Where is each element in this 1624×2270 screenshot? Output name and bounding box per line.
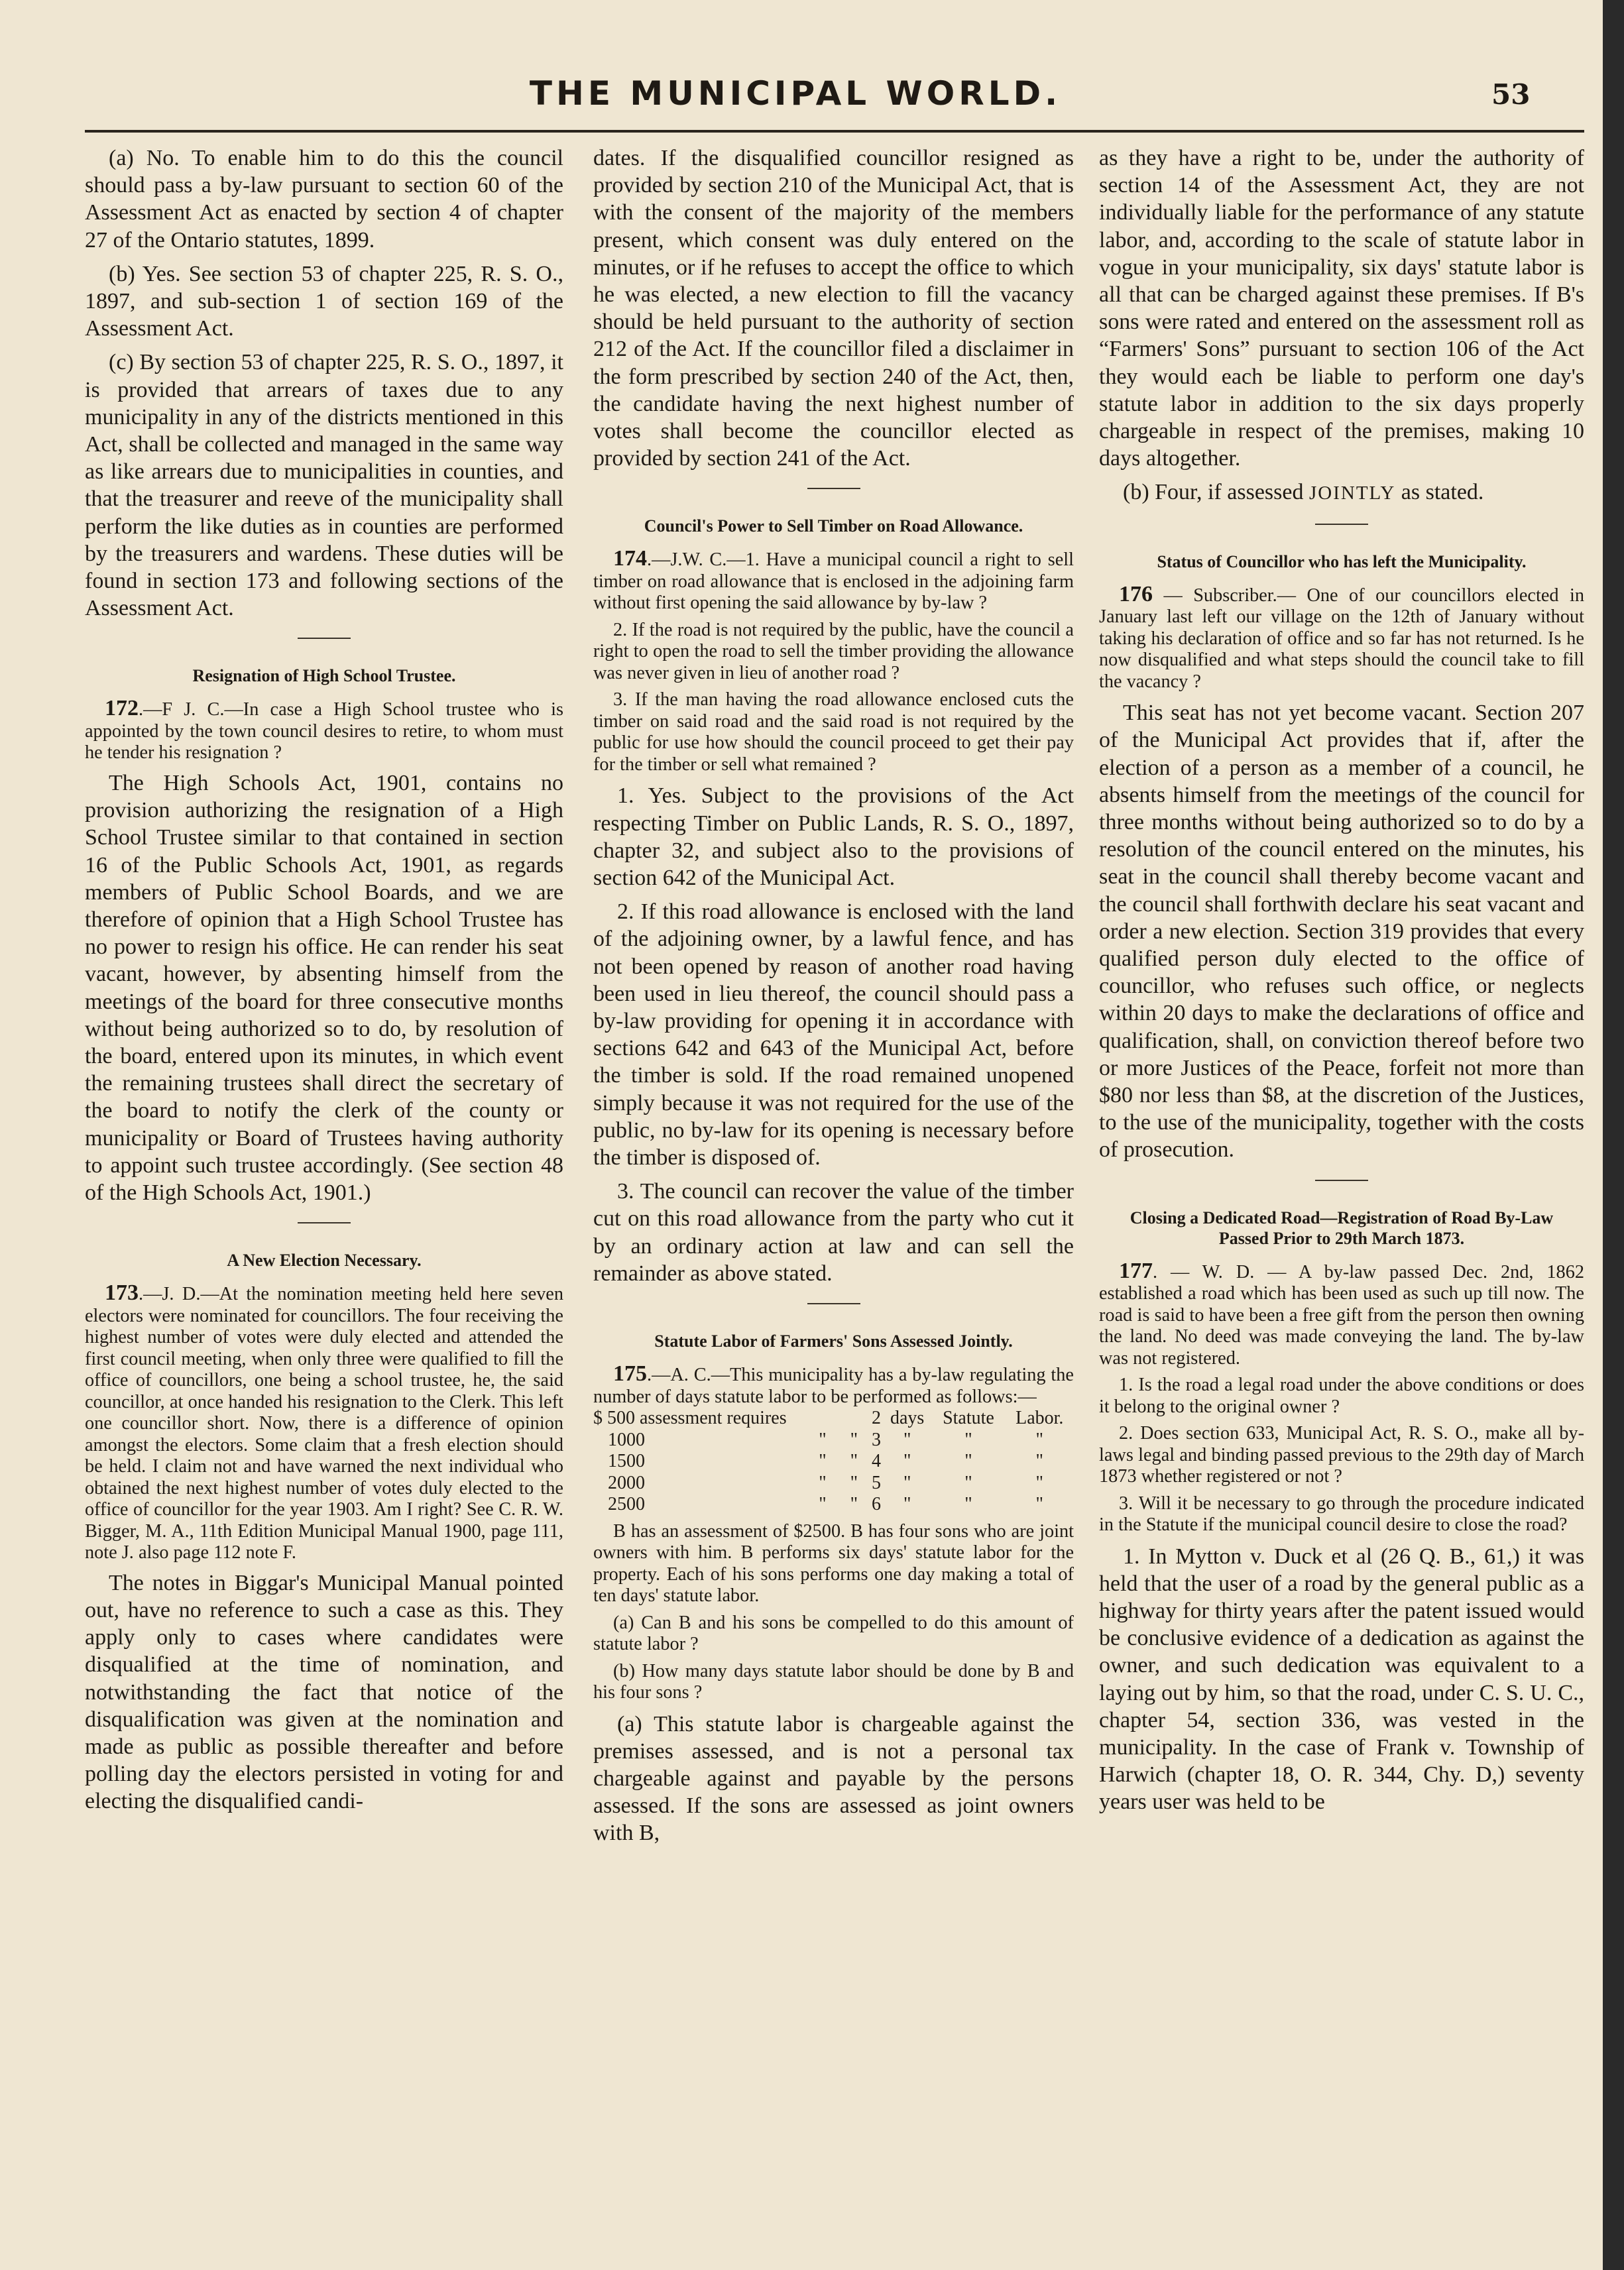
table-row xyxy=(593,1473,1074,1495)
table-cell: " xyxy=(1035,1429,1043,1450)
question-174-3: 3. If the man having the road allowance enclosed cuts the timber on said road and the said road is not required by the public for use how should the council proceed to get their pay for the timber or sell what remained ? xyxy=(593,689,1074,775)
section-divider xyxy=(1315,1180,1368,1181)
table-cell: 2500 xyxy=(608,1494,645,1515)
table-row xyxy=(593,1408,1074,1430)
question-text-172: .—F J. C.—In case a High School trustee who is appointed by the town council desires to retire, to whom must he tender his resignation ? xyxy=(85,699,563,764)
scan-edge xyxy=(1603,0,1624,2270)
answer-176: This seat has not yet become vacant. Section 207 of the Municipal Act provides that if, after the election of a person as a member of a council, he absents himself from the meetings of the council for three months without being authorized so to do by a resolution of the council entered on the minutes, his seat in the council shall thereby become vacant and the council shall forthwith declare his seat vacant and order a new election. Section 319 provides that every qualified person duly elected to the office of councillor, who refuses such office, or neglects within 20 days to make the declarations of office and qualification, shall, on conviction thereof before two or more Justices of the Peace, forfeit not more than $80 nor less than $8, at the discretion of the Justices, to the use of the municipality, together with the costs of prosecution. xyxy=(1099,701,1584,1163)
table-cell: $ 500 assessment requires xyxy=(593,1408,787,1429)
section-divider xyxy=(298,1222,351,1223)
question-174 xyxy=(593,548,1074,614)
question-number-177: 177 xyxy=(1119,1258,1153,1283)
question-177-3: 3. Will it be necessary to go through the procedure indicated in the Statute if the municipal council desire to close the road? xyxy=(1099,1493,1584,1536)
answer-175-a-continued: as they have a right to be, under the authority of section 14 of the Assessment Act, they are not individually liable for the performance of any statute labor, and, according to the scale of statute labor in vogue in your municipality, six days' statute labor is all that can be charged against these premises. If B's sons were rated and entered on the assessment roll as “Farmers' Sons” pursuant to section 106 of the Act they would each be liable to perform one day's statute labor in addition to the six days properly chargeable in respect of the premises, making 10 days altogether. xyxy=(1099,146,1584,471)
question-text-177: . — W. D. — A by-law passed Dec. 2nd, 1862 established a road which has been used as such up till now. The road is said to have been a free gift from the person then owning the land. No deed was made conveying the land. The by-law was not registered. xyxy=(1099,1261,1584,1369)
question-177-2: 2. Does section 633, Municipal Act, R. S. O., make all by-laws legal and binding passed previous to the 29th day of March 1873 whether registered or not ? xyxy=(1099,1423,1584,1487)
table-cell: " xyxy=(850,1451,858,1472)
answer-174-3: 3. The council can recover the value of the timber cut on this road allowance from the party who cut it by an ordinary action at law and can sell the remainder as above stated. xyxy=(593,1179,1074,1286)
answer-175-b-suffix: as stated. xyxy=(1395,480,1484,505)
table-cell: 1000 xyxy=(608,1429,645,1450)
column-1 xyxy=(85,144,563,2259)
section-divider xyxy=(807,488,860,489)
answer-174-2: 2. If this road allowance is enclosed with the land of the adjoining owner, by a lawful fence, and has not been opened by reason of another road having been used in lieu thereof, the council should pass a by-law providing for opening it in accordance with sections 642 and 643 of the Municipal Act, before the timber is sold. If the road remained unopened simply because it was not required for the use of the public, no by-law for its opening is necessary before the timber is disposed of. xyxy=(593,899,1074,1170)
section-heading-174: Council's Power to Sell Timber on Road Allowance. xyxy=(644,516,1023,536)
column-3 xyxy=(1099,144,1584,2259)
section-heading-177 xyxy=(1099,1208,1584,1249)
table-cell: " xyxy=(1035,1451,1043,1472)
answer-173: The notes in Biggar's Municipal Manual pointed out, have no reference to such a case as this. They apply only to cases where candidates were disqualified at the time of nomination, and notwithstanding the fact that notice of the disqualification was given at the nomination and made as public as possible thereafter and before polling day the electors persisted in voting for and electing the disqualified candi- xyxy=(85,1570,563,1814)
table-cell: 6 xyxy=(871,1494,881,1515)
table-cell: 4 xyxy=(871,1451,881,1472)
answer-paragraph-b: (b) Yes. See section 53 of chapter 225, R. S. O., 1897, and sub-section 1 of section 169 of the Assessment Act. xyxy=(85,261,563,341)
table-cell: 3 xyxy=(871,1429,881,1450)
question-number-175: 175 xyxy=(613,1361,647,1387)
question-text-173: .—J. D.—At the nomination meeting held here seven electors were nominated for councillors. The four receiving the highest number of votes were duly elected and attended the first council meeting, when only three were qualified to fill the office of councillors, one being a school trustee, he, the said councillor, at once handed his resignation to the Clerk. This left one councillor short. Now, there is a difference of opinion amongst the electors. Some claim that a fresh election should be held. I claim not and have warned the next individual who obtained the next highest number of votes duly elected to the office of councillor for the year 1903. Am I right? See C. R. W. Bigger, M. A., 11th Edition Municipal Manual 1900, page 111, note J. also page 112 note F. xyxy=(85,1284,563,1563)
table-cell: " xyxy=(1035,1494,1043,1515)
table-cell: 1500 xyxy=(608,1451,645,1472)
section-heading-175: Statute Labor of Farmers' Sons Assessed Jointly. xyxy=(654,1332,1013,1351)
table-row xyxy=(593,1494,1074,1516)
table-cell: 5 xyxy=(871,1472,881,1493)
section-divider xyxy=(298,638,351,639)
table-row xyxy=(593,1451,1074,1473)
question-text-174-1: .—J.W. C.—1. Have a municipal council a right to sell timber on road allowance that is enclosed in the adjoining farm without first opening the said allowance by by-law ? xyxy=(593,549,1074,614)
answer-paragraph-c: (c) By section 53 of chapter 225, R. S. O., 1897, it is provided that arrears of taxes due to any municipality in any of the districts mentioned in this Act, shall be collected and managed in the same way as like arrears due to municipalities in counties, and that the treasurer and reeve of the municipality shall perform the like duties as in counties are performed by the treasurers and wardens. These duties will be found in section 173 and following sections of the Assessment Act. xyxy=(85,350,563,621)
section-heading-173: A New Election Necessary. xyxy=(227,1251,422,1271)
table-cell: " xyxy=(903,1494,911,1515)
question-173 xyxy=(85,1282,563,1564)
table-cell: Statute xyxy=(943,1408,994,1429)
table-cell: " xyxy=(903,1429,911,1450)
question-text-176: — Subscriber.— One of our councillors elected in January last left our village on the 12th of January without taking his declaration of office and so far has not returned. Is he now disqualified and what steps should the council take to fill the vacancy ? xyxy=(1099,585,1584,692)
section-heading-172: Resignation of High School Trustee. xyxy=(192,666,456,686)
question-174-2: 2. If the road is not required by the public, have the council a right to open the road to sell the timber providing the allowance was never given in lieu of another road ? xyxy=(593,619,1074,683)
table-cell: " xyxy=(964,1494,972,1515)
statute-labor-table xyxy=(593,1408,1074,1516)
question-172 xyxy=(85,698,563,764)
table-cell: Labor. xyxy=(1015,1408,1064,1429)
question-175-a: (a) Can B and his sons be compelled to do this amount of statute labor ? xyxy=(593,1612,1074,1655)
header-rule xyxy=(85,130,1584,133)
table-cell: 2000 xyxy=(608,1472,645,1493)
section-heading-176: Status of Councillor who has left the Municipality. xyxy=(1157,551,1527,571)
table-cell: " xyxy=(819,1472,827,1493)
table-cell: " xyxy=(1035,1472,1043,1493)
table-cell: " xyxy=(850,1494,858,1515)
answer-177-1: 1. In Mytton v. Duck et al (26 Q. B., 61,) it was held that the user of a road by the general public as a highway for thirty years after the patent issued would be conclusive evidence of a dedication as against the owner, and such dedication was equivalent to a laying out by him, so that the road, under C. S. U. C., chapter 54, section 336, was vested in the municipality. In the case of Frank v. Township of Harwich (chapter 18, O. R. 344, Chy. D,) seventy years user was held to be xyxy=(1099,1544,1584,1815)
question-175 xyxy=(593,1363,1074,1408)
page-number: 53 xyxy=(1491,78,1531,111)
table-cell: " xyxy=(819,1451,827,1472)
table-cell: " xyxy=(819,1494,827,1515)
answer-175-b xyxy=(1099,479,1584,507)
section-heading-177-line-2: Passed Prior to 29th March 1873. xyxy=(1218,1228,1465,1248)
section-divider xyxy=(1315,524,1368,525)
question-177 xyxy=(1099,1258,1584,1370)
section-divider xyxy=(807,1303,860,1304)
table-cell: " xyxy=(850,1472,858,1493)
answer-175-a: (a) This statute labor is chargeable against the premises assessed, and is not a personal tax chargeable against and payable by the persons assessed. If the sons are assessed as joint owners with B, xyxy=(593,1711,1074,1846)
table-cell: " xyxy=(964,1451,972,1472)
question-number-174: 174 xyxy=(613,546,647,571)
column-2 xyxy=(593,144,1074,2259)
section-heading-177-line-1: Closing a Dedicated Road—Registration of Road By-Law xyxy=(1130,1208,1554,1227)
answer-175-b-emphasis: JOINTLY xyxy=(1308,482,1396,504)
answer-175-b-prefix: (b) Four, if assessed xyxy=(1123,480,1309,505)
page-header-title: THE MUNICIPAL WORLD. xyxy=(529,74,1062,113)
question-176 xyxy=(1099,581,1584,693)
answer-173-continued: dates. If the disqualified councillor resigned as provided by section 210 of the Municipal Act, that is with the consent of the majority of the members present, which consent was duly entered on the minutes, or if he refuses to accept the office to which he was elected, a new election to fill the vacancy should be held pursuant to the authority of section 212 of the Act. If the councillor filed a disclaimer in the form prescribed by section 240 of the Act, then, the candidate having the next highest number of votes shall become the councillor elected as provided by section 241 of the Act. xyxy=(593,146,1074,471)
table-cell: " xyxy=(903,1472,911,1493)
question-number-176: 176 xyxy=(1119,581,1153,606)
question-text-175: .—A. C.—This municipality has a by-law regulating the number of days statute labor to be performed as follows:— xyxy=(593,1365,1074,1407)
table-row xyxy=(593,1430,1074,1451)
question-175-b: (b) How many days statute labor should be done by B and his four sons ? xyxy=(593,1660,1074,1703)
question-175-details: B has an assessment of $2500. B has four sons who are joint owners with him. B performs six days' statute labor for the property. Each of his sons performs one day making a total of ten days' statute labor. xyxy=(593,1520,1074,1607)
answer-172: The High Schools Act, 1901, contains no provision authorizing the resignation of a High School Trustee similar to that contained in section 16 of the Public Schools Act, 1901, as regards members of Public School Boards, and we are therefore of opinion that a High School Trustee has no power to resign his office. He can render his seat vacant, however, by absenting himself from the meetings of the board for three consecutive months without being authorized so to do, by resolution of the board, entered upon its minutes, in which event the remaining trustees shall direct the secretary of the board to notify the clerk of the county or municipality or Board of Trustees having authority to appoint such trustee accordingly. (See section 48 of the High Schools Act, 1901.) xyxy=(85,770,563,1205)
table-cell: " xyxy=(964,1429,972,1450)
answer-174-1: 1. Yes. Subject to the provisions of the Act respecting Timber on Public Lands, R. S. O., 1897, chapter 32, and subject also to the provisions of section 642 of the Municipal Act. xyxy=(593,783,1074,891)
answer-paragraph-a: (a) No. To enable him to do this the council should pass a by-law pursuant to section 60 of the Assessment Act as enacted by section 4 of chapter 27 of the Ontario statutes, 1899. xyxy=(85,146,563,253)
table-cell: 2 xyxy=(871,1408,881,1429)
question-number-173: 173 xyxy=(105,1280,139,1306)
table-cell: " xyxy=(964,1472,972,1493)
table-cell: " xyxy=(903,1451,911,1472)
question-177-1: 1. Is the road a legal road under the above conditions or does it belong to the original owner ? xyxy=(1099,1375,1584,1417)
table-cell: days xyxy=(890,1408,925,1429)
table-cell: " xyxy=(850,1429,858,1450)
question-number-172: 172 xyxy=(105,696,139,721)
table-cell: " xyxy=(819,1429,827,1450)
